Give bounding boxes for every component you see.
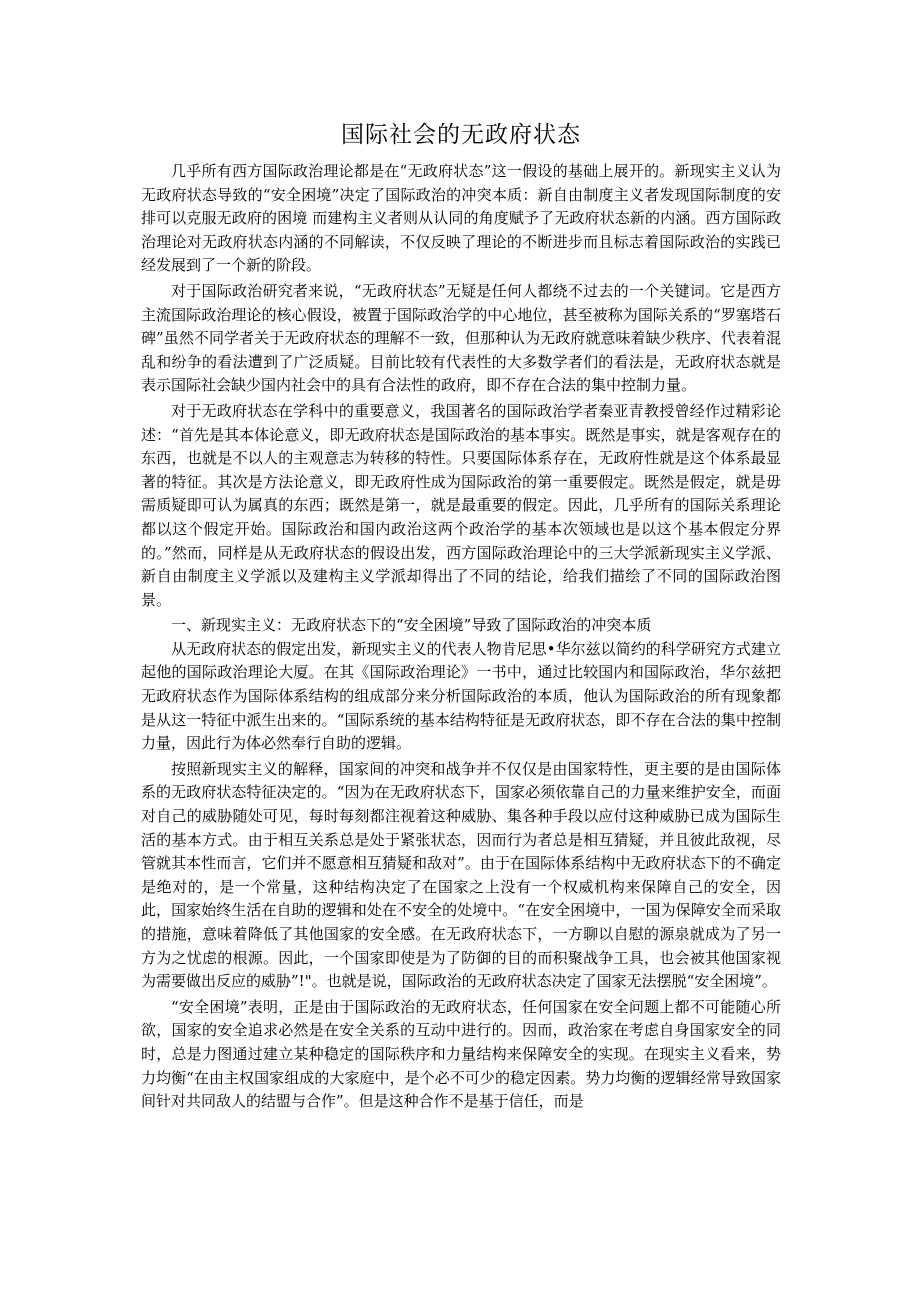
intro-paragraph-3: 对于无政府状态在学科中的重要意义，我国著名的国际政治学者秦亚青教授曾经作过精彩论述：“首先是其本体论意义，即无政府状态是国际政治的基本事实。既然是事实，就是客观存在的东西，也就是不以人的主观意志为转移的特性。只要国际体系存在，无政府性就是这个体系最显著的特征。其次是方法论意义，即无政府性成为国际政治的第一重要假定。既然是假定，就是毋需质疑即可认为属真的东西；既然是第一，就是最重要的假定。因此，几乎所有的国际关系理论都以这个假定开始。国际政治和国内政治这两个政治学的基本次领域也是以这个基本假定分界的。”然而，同样是从无政府状态的假设出发，西方国际政治理论中的三大学派新现实主义学派、新自由制度主义学派以及建构主义学派却得出了不同的结论，给我们描绘了不同的国际政治图景。	[141, 401, 781, 609]
document-body	[141, 118, 781, 1114]
document-title: 国际社会的无政府状态	[341, 122, 581, 148]
intro-paragraph-2: 对于国际政治研究者来说，“无政府状态”无疑是任何人都绕不过去的一个关键词。它是西方主流国际政治理论的核心假设，被置于国际政治学的中心地位，甚至被称为国际关系的“罗塞塔石碑”虽然不同学者关于无政府状态的理解不一致，但那种认为无政府就意味着缺少秩序、代表着混乱和纷争的看法遭到了广泛质疑。目前比较有代表性的大多数学者们的看法是，无政府状态就是表示国际社会缺少国内社会中的具有合法性的政府，即不存在合法的集中控制力量。	[141, 281, 781, 395]
section-paragraph-3: “安全困境”表明，正是由于国际政治的无政府状态，任何国家在安全问题上都不可能随心所欲，国家的安全追求必然是在安全关系的互动中进行的。因而，政治家在考虑自身国家安全的同时，总是力图通过建立某种稳定的国际秩序和力量结构来保障安全的实现。在现实主义看来，势力均衡“在由主权国家组成的大家庭中，是个必不可少的稳定因素。势力均衡的逻辑经常导致国家间针对共同敌人的结盟与合作”。但是这种合作不是基于信任，而是	[141, 997, 781, 1111]
intro-paragraph-1: 几乎所有西方国际政治理论都是在“无政府状态”这一假设的基础上展开的。新现实主义认为无政府状态导致的“安全困境”决定了国际政治的冲突本质：新自由制度主义者发现国际制度的安排可以克服无政府的困境 而建构主义者则从认同的角度赋予了无政府状态新的内涵。西方国际政治理论对无政府状态内涵的不同解读，不仅反映了理论的不断进步而且标志着国际政治的实践已经发展到了一个新的阶段。	[141, 162, 781, 275]
section-paragraph-2: 按照新现实主义的解释，国家间的冲突和战争并不仅仅是由国家特性，更主要的是由国际体系的无政府状态特征决定的。“因为在无政府状态下，国家必须依靠自己的力量来维护安全，而面对自己的威胁随处可见，每时每刻都注视着这种威胁、集各种手段以应付这种威胁已成为国际生活的基本方式。由于相互关系总是处于紧张状态，因而行为者总是相互猜疑，并且彼此敌视，尽管就其本性而言，它们并不愿意相互猜疑和敌对”。由于在国际体系结构中无政府状态下的不确定是绝对的，是一个常量，这种结构决定了在国家之上没有一个权威机构来保障自己的安全，因此，国家始终生活在自助的逻辑和处在不安全的处境中。“在安全困境中，一国为保障安全而采取的措施，意味着降低了其他国家的安全感。在无政府状态下，一方聊以自慰的源泉就成为了另一方为之忧虑的根源。因此，一个国家即使是为了防御的目的而积聚战争工具，也会被其他国家视为需要做出反应的威胁”!"。也就是说，国际政治的无政府状态决定了国家无法摆脱“安全困境”。	[141, 759, 781, 991]
section-paragraph-1: 从无政府状态的假定出发，新现实主义的代表人物肯尼思•华尔兹以简约的科学研究方式建立起他的国际政治理论大厦。在其《国际政治理论》一书中，通过比较国内和国际政治，华尔兹把无政府状态作为国际体系结构的组成部分来分析国际政治的本质，他认为国际政治的所有现象都是从这一特征中派生出来的。“国际系统的基本结构特征是无政府状态，即不存在合法的集中控制力量，因此行为体必然奉行自助的逻辑。	[141, 639, 781, 753]
section-heading: 一、新现实主义：无政府状态下的“安全困境”导致了国际政治的冲突本质	[171, 616, 652, 635]
